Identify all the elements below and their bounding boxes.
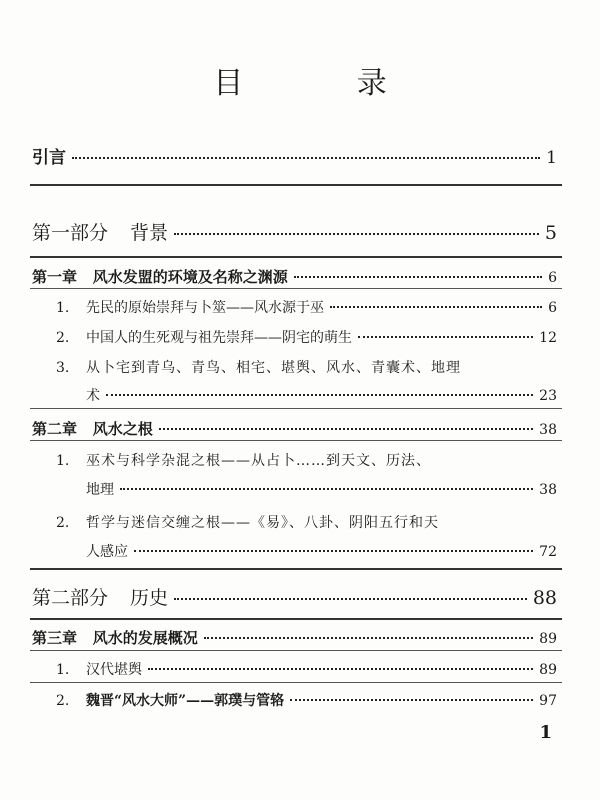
divider [30, 568, 562, 570]
entry-label [56, 690, 284, 710]
dot-leader [72, 157, 540, 159]
page-title: 目 录 [213, 66, 439, 101]
toc-entry-section-2-2[interactable] [56, 512, 557, 532]
page-number: 97 [539, 693, 557, 709]
dot-leader [290, 699, 533, 701]
section-title: 魏晋“风水大师”——郭璞与管辂 [86, 693, 285, 709]
part-title: 背景 [130, 222, 169, 244]
section-title-cont: 术 [86, 388, 100, 404]
page-number: 1 [546, 148, 557, 168]
divider [30, 650, 562, 651]
page-number: 12 [539, 330, 557, 346]
entry-label [32, 418, 153, 439]
part-title: 历史 [130, 587, 169, 609]
section-title: 巫术与科学杂混之根——从占卜……到天文、历法、 [86, 453, 431, 469]
toc-entry-section-2-1[interactable] [56, 450, 557, 470]
entry-label [32, 627, 198, 648]
section-number: 1. [56, 300, 70, 316]
section-number: 2. [56, 330, 70, 346]
entry-label [32, 266, 288, 287]
entry-label [56, 297, 324, 317]
chapter-title: 风水之根 [92, 420, 153, 438]
entry-label [56, 512, 439, 532]
divider [30, 288, 562, 289]
page-number: 89 [539, 662, 557, 678]
toc-entry-section-3-1[interactable] [56, 659, 557, 679]
section-number: 3. [56, 360, 70, 376]
divider [30, 440, 562, 441]
chapter-title: 风水的发展概况 [92, 629, 198, 647]
dot-leader [174, 598, 527, 600]
dot-leader [330, 306, 542, 308]
section-title: 先民的原始崇拜与卜筮——风水源于巫 [86, 300, 324, 316]
part-number: 第二部分 [32, 587, 109, 609]
dot-leader [106, 394, 533, 396]
divider [30, 408, 562, 409]
divider [30, 184, 562, 186]
dot-leader [204, 637, 533, 639]
section-number: 1. [56, 453, 70, 469]
section-title-cont: 人感应 [86, 544, 128, 560]
dot-leader [294, 276, 542, 278]
toc-entry-intro[interactable] [32, 143, 557, 168]
chapter-number: 第三章 [32, 629, 78, 647]
toc-entry-chapter-2[interactable] [32, 418, 557, 439]
page-number: 38 [539, 482, 557, 498]
section-number: 2. [56, 693, 70, 709]
dot-leader [358, 336, 533, 338]
toc-entry-section-1-2[interactable] [56, 327, 557, 347]
toc-entry-section-1-3[interactable] [56, 357, 557, 377]
section-title: 中国人的生死观与祖先崇拜——阴宅的萌生 [86, 330, 352, 346]
toc-entry-section-1-3-cont[interactable] [86, 385, 557, 405]
toc-entry-section-1-1[interactable] [56, 297, 557, 317]
page-number: 38 [539, 422, 557, 438]
chapter-number: 第二章 [32, 420, 78, 438]
dot-leader [134, 550, 533, 552]
toc-entry-chapter-3[interactable] [32, 627, 557, 648]
page-number: 23 [539, 388, 557, 404]
chapter-number: 第一章 [32, 268, 78, 286]
divider [30, 682, 562, 683]
page-number: 6 [548, 300, 557, 316]
section-title: 从卜宅到青乌、青鸟、相宅、堪舆、风水、青囊术、地理 [86, 360, 461, 376]
entry-label: 引言 [32, 148, 66, 168]
section-title: 哲学与迷信交缠之根——《易》、八卦、阴阳五行和天 [86, 515, 439, 531]
entry-label [56, 327, 352, 347]
divider [30, 618, 562, 620]
page-number: 72 [539, 544, 557, 560]
part-number: 第一部分 [32, 222, 109, 244]
dot-leader [174, 233, 539, 235]
page-number: 88 [532, 587, 557, 609]
section-number: 1. [56, 662, 70, 678]
entry-label [32, 583, 168, 610]
entry-label [56, 357, 461, 377]
page-number: 89 [539, 631, 557, 647]
page-folio: 1 [539, 722, 552, 743]
entry-label [32, 218, 168, 245]
chapter-title: 风水发盟的环境及名称之渊源 [92, 268, 288, 286]
toc-entry-section-2-1-cont[interactable] [86, 479, 557, 499]
page-number: 6 [548, 270, 557, 286]
toc-entry-section-3-2[interactable] [56, 690, 557, 710]
dot-leader [148, 668, 533, 670]
dot-leader [120, 488, 533, 490]
section-title-cont: 地理 [86, 482, 114, 498]
page-number: 5 [544, 222, 557, 244]
toc-entry-section-2-2-cont[interactable] [86, 541, 557, 561]
section-title: 汉代堪舆 [86, 662, 142, 678]
toc-entry-part-2[interactable] [32, 583, 557, 610]
toc-entry-chapter-1[interactable] [32, 266, 557, 287]
entry-label [56, 450, 431, 470]
section-number: 2. [56, 515, 70, 531]
divider [30, 256, 562, 258]
dot-leader [159, 428, 533, 430]
entry-label [56, 659, 142, 679]
toc-entry-part-1[interactable] [32, 218, 557, 245]
